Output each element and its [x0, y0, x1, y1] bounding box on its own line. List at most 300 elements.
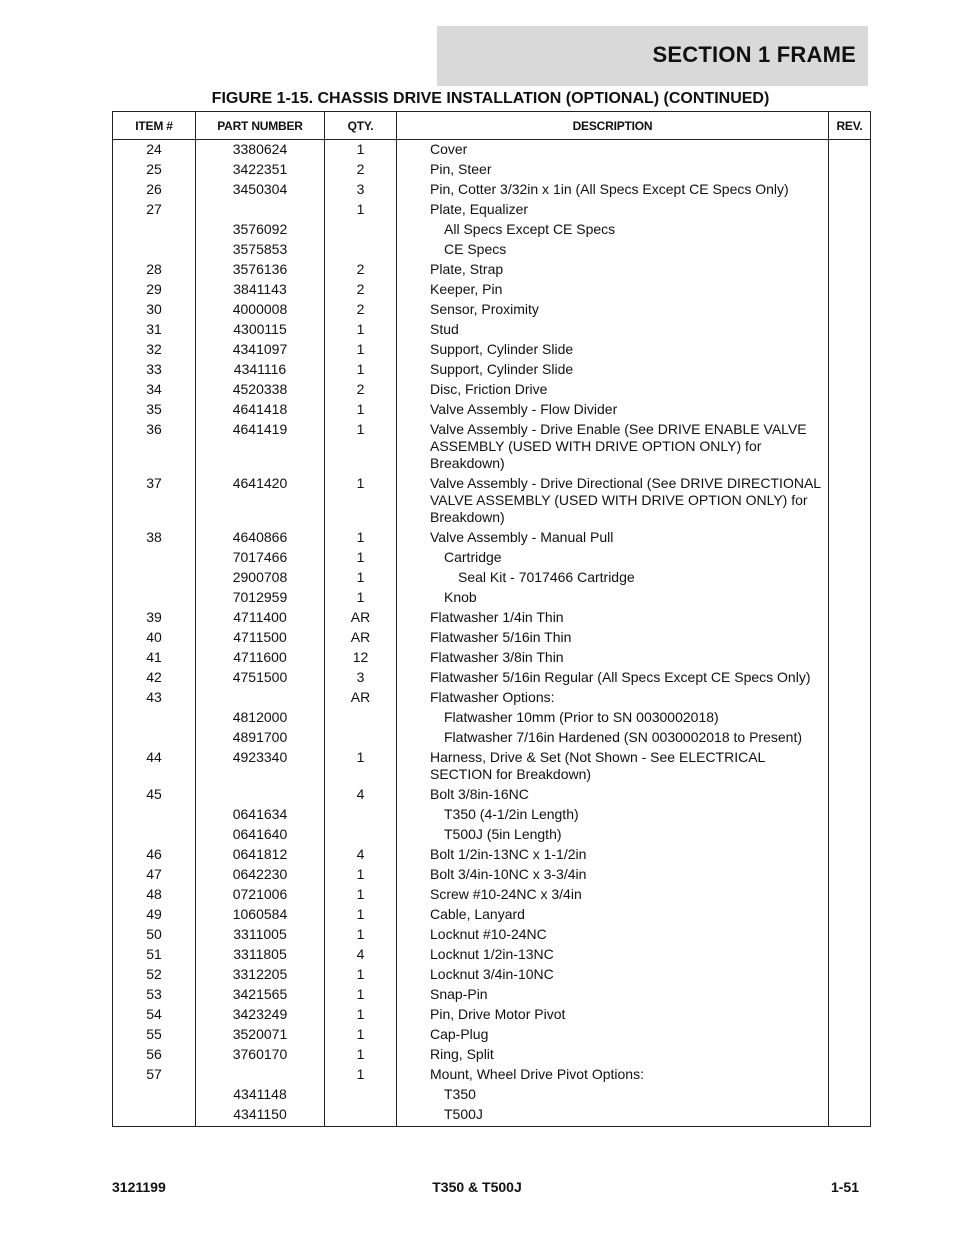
description-text: Flatwasher Options:	[430, 689, 555, 705]
table-row	[113, 1006, 871, 1023]
qty-cell: 1	[325, 475, 397, 526]
rev-cell	[829, 629, 871, 646]
part-number-cell: 0721006	[196, 886, 325, 903]
part-number-cell: 3760170	[196, 1046, 325, 1063]
item-cell: 48	[113, 886, 196, 903]
part-number-cell: 7017466	[196, 549, 325, 566]
part-number-cell: 4341116	[196, 361, 325, 378]
table-row	[113, 341, 871, 358]
part-number-cell: 3576136	[196, 261, 325, 278]
qty-cell	[325, 1106, 397, 1123]
description-cell	[397, 161, 829, 178]
qty-cell	[325, 826, 397, 843]
description-cell	[397, 1086, 829, 1103]
table-row	[113, 361, 871, 378]
table-row	[113, 549, 871, 566]
rev-cell	[829, 986, 871, 1003]
rev-cell	[829, 729, 871, 746]
rev-cell	[829, 806, 871, 823]
item-cell: 53	[113, 986, 196, 1003]
qty-cell: 1	[325, 866, 397, 883]
table-row	[113, 786, 871, 803]
rev-cell	[829, 569, 871, 586]
part-number-cell: 4341150	[196, 1106, 325, 1123]
item-cell: 36	[113, 421, 196, 472]
rev-cell	[829, 886, 871, 903]
description-text: Bolt 3/8in-16NC	[430, 786, 529, 802]
description-text: Screw #10-24NC x 3/4in	[430, 886, 582, 902]
item-cell: 45	[113, 786, 196, 803]
part-number-cell	[196, 689, 325, 706]
table-row	[113, 140, 871, 159]
header-item: ITEM #	[113, 112, 196, 140]
description-text: Support, Cylinder Slide	[430, 361, 574, 377]
item-cell	[113, 549, 196, 566]
table-row	[113, 629, 871, 646]
part-number-cell: 4341148	[196, 1086, 325, 1103]
item-cell: 27	[113, 201, 196, 218]
description-cell	[397, 926, 829, 943]
description-text: Valve Assembly - Drive Enable (See DRIVE ENABLE VALVE ASSEMBLY (USED WITH DRIVE OPTION ONLY) for Breakdown)	[430, 421, 807, 471]
description-cell	[397, 181, 829, 198]
table-row	[113, 475, 871, 526]
item-cell: 38	[113, 529, 196, 546]
rev-cell	[829, 321, 871, 338]
table-row	[113, 529, 871, 546]
table-row	[113, 649, 871, 666]
rev-cell	[829, 221, 871, 238]
description-text: Pin, Steer	[430, 161, 492, 177]
header-rev: REV.	[829, 112, 871, 140]
qty-cell: 2	[325, 281, 397, 298]
description-cell	[397, 261, 829, 278]
part-number-cell: 3450304	[196, 181, 325, 198]
description-cell	[397, 589, 829, 606]
description-text: Pin, Cotter 3/32in x 1in (All Specs Except CE Specs Only)	[430, 181, 789, 197]
qty-cell: 1	[325, 549, 397, 566]
description-cell	[397, 381, 829, 398]
description-text: Support, Cylinder Slide	[430, 341, 574, 357]
table-row	[113, 1106, 871, 1123]
description-cell	[397, 301, 829, 318]
rev-cell	[829, 361, 871, 378]
qty-cell	[325, 806, 397, 823]
qty-cell: 12	[325, 649, 397, 666]
spacer-cell	[196, 1123, 325, 1127]
description-text: All Specs Except CE Specs	[444, 221, 616, 237]
description-cell	[397, 281, 829, 298]
item-cell	[113, 1086, 196, 1103]
description-text: Cable, Lanyard	[430, 906, 525, 922]
description-cell	[397, 886, 829, 903]
spacer-cell	[325, 1123, 397, 1127]
description-text: Locknut #10-24NC	[430, 926, 547, 942]
description-text: Snap-Pin	[430, 986, 488, 1002]
rev-cell	[829, 946, 871, 963]
item-cell	[113, 729, 196, 746]
qty-cell: AR	[325, 629, 397, 646]
item-cell: 55	[113, 1026, 196, 1043]
figure-title: FIGURE 1-15. CHASSIS DRIVE INSTALLATION (OPTIONAL) (CONTINUED)	[211, 90, 770, 107]
part-number-cell: 3575853	[196, 241, 325, 258]
qty-cell: 1	[325, 140, 397, 159]
rev-cell	[829, 749, 871, 783]
table-row	[113, 161, 871, 178]
item-cell: 44	[113, 749, 196, 783]
description-cell	[397, 609, 829, 626]
part-number-cell: 3311805	[196, 946, 325, 963]
rev-cell	[829, 201, 871, 218]
qty-cell: 1	[325, 529, 397, 546]
description-cell	[397, 421, 829, 472]
qty-cell: AR	[325, 609, 397, 626]
part-number-cell: 4000008	[196, 301, 325, 318]
part-number-cell: 3520071	[196, 1026, 325, 1043]
rev-cell	[829, 341, 871, 358]
qty-cell: 1	[325, 361, 397, 378]
part-number-cell: 3380624	[196, 140, 325, 159]
description-cell	[397, 966, 829, 983]
description-text: Pin, Drive Motor Pivot	[430, 1006, 566, 1022]
part-number-cell	[196, 201, 325, 218]
item-cell: 47	[113, 866, 196, 883]
description-text: Ring, Split	[430, 1046, 494, 1062]
part-number-cell	[196, 786, 325, 803]
table-row	[113, 749, 871, 783]
description-text: Plate, Equalizer	[430, 201, 529, 217]
description-cell	[397, 401, 829, 418]
description-text: Locknut 1/2in-13NC	[430, 946, 554, 962]
qty-cell: 2	[325, 161, 397, 178]
spacer-cell	[397, 1123, 829, 1127]
rev-cell	[829, 609, 871, 626]
part-number-cell: 3421565	[196, 986, 325, 1003]
footer-doc-number: 3121199	[112, 1179, 166, 1195]
header-qty: QTY.	[325, 112, 397, 140]
qty-cell: 1	[325, 926, 397, 943]
item-cell	[113, 826, 196, 843]
item-cell: 37	[113, 475, 196, 526]
description-cell	[397, 221, 829, 238]
description-cell	[397, 341, 829, 358]
item-cell	[113, 806, 196, 823]
rev-cell	[829, 846, 871, 863]
description-text: Flatwasher 5/16in Thin	[430, 629, 572, 645]
description-text: T350 (4-1/2in Length)	[444, 806, 579, 822]
description-cell	[397, 201, 829, 218]
item-cell: 28	[113, 261, 196, 278]
item-cell	[113, 241, 196, 258]
rev-cell	[829, 261, 871, 278]
description-cell	[397, 826, 829, 843]
description-text: Bolt 3/4in-10NC x 3-3/4in	[430, 866, 587, 882]
table-row	[113, 886, 871, 903]
qty-cell: 1	[325, 341, 397, 358]
description-text: Flatwasher 10mm (Prior to SN 0030002018)	[444, 709, 719, 725]
table-row	[113, 826, 871, 843]
part-number-cell: 3576092	[196, 221, 325, 238]
qty-cell: 1	[325, 749, 397, 783]
rev-cell	[829, 786, 871, 803]
qty-cell: 1	[325, 906, 397, 923]
header-description: DESCRIPTION	[397, 112, 829, 140]
rev-cell	[829, 161, 871, 178]
qty-cell: 1	[325, 201, 397, 218]
qty-cell: 1	[325, 321, 397, 338]
rev-cell	[829, 866, 871, 883]
description-text: Cartridge	[444, 549, 502, 565]
rev-cell	[829, 689, 871, 706]
description-cell	[397, 1066, 829, 1083]
qty-cell: 1	[325, 1066, 397, 1083]
description-text: Keeper, Pin	[430, 281, 503, 297]
qty-cell: 1	[325, 986, 397, 1003]
part-number-cell: 4641420	[196, 475, 325, 526]
table-row	[113, 866, 871, 883]
description-cell	[397, 709, 829, 726]
rev-cell	[829, 140, 871, 159]
item-cell: 26	[113, 181, 196, 198]
item-cell: 43	[113, 689, 196, 706]
section-banner	[437, 26, 868, 86]
qty-cell	[325, 241, 397, 258]
part-number-cell: 2900708	[196, 569, 325, 586]
part-number-cell: 4812000	[196, 709, 325, 726]
qty-cell: 2	[325, 261, 397, 278]
description-text: Plate, Strap	[430, 261, 504, 277]
table-row	[113, 689, 871, 706]
qty-cell: 1	[325, 1006, 397, 1023]
item-cell: 40	[113, 629, 196, 646]
qty-cell: 1	[325, 966, 397, 983]
description-cell	[397, 749, 829, 783]
rev-cell	[829, 649, 871, 666]
description-text: Valve Assembly - Manual Pull	[430, 529, 614, 545]
table-row	[113, 709, 871, 726]
item-cell	[113, 589, 196, 606]
part-number-cell: 4641419	[196, 421, 325, 472]
qty-cell	[325, 1086, 397, 1103]
footer-page-number: 1-51	[830, 1179, 859, 1195]
qty-cell	[325, 729, 397, 746]
item-cell: 46	[113, 846, 196, 863]
row-spacer	[113, 1123, 871, 1127]
spacer-cell	[829, 1123, 871, 1127]
item-cell: 49	[113, 906, 196, 923]
table-row	[113, 906, 871, 923]
part-number-cell: 0641634	[196, 806, 325, 823]
description-cell	[397, 689, 829, 706]
qty-cell: 3	[325, 669, 397, 686]
table-row	[113, 569, 871, 586]
description-cell	[397, 806, 829, 823]
part-number-cell: 3423249	[196, 1006, 325, 1023]
section-title: SECTION 1 FRAME	[652, 42, 856, 67]
table-row	[113, 926, 871, 943]
description-cell	[397, 946, 829, 963]
qty-cell: 4	[325, 846, 397, 863]
part-number-cell: 3312205	[196, 966, 325, 983]
qty-cell	[325, 221, 397, 238]
table-row	[113, 401, 871, 418]
description-cell	[397, 241, 829, 258]
part-number-cell: 4751500	[196, 669, 325, 686]
rev-cell	[829, 1106, 871, 1123]
description-text: T350	[444, 1086, 476, 1102]
rev-cell	[829, 1026, 871, 1043]
description-text: Locknut 3/4in-10NC	[430, 966, 554, 982]
part-number-cell: 4711600	[196, 649, 325, 666]
item-cell: 39	[113, 609, 196, 626]
table-row	[113, 729, 871, 746]
description-cell	[397, 786, 829, 803]
description-text: T500J	[444, 1106, 483, 1122]
item-cell	[113, 709, 196, 726]
rev-cell	[829, 401, 871, 418]
table-row	[113, 1026, 871, 1043]
qty-cell: 1	[325, 569, 397, 586]
part-number-cell: 7012959	[196, 589, 325, 606]
qty-cell: 1	[325, 421, 397, 472]
item-cell: 52	[113, 966, 196, 983]
description-text: Flatwasher 1/4in Thin	[430, 609, 564, 625]
rev-cell	[829, 826, 871, 843]
qty-cell: 4	[325, 946, 397, 963]
part-number-cell: 4711500	[196, 629, 325, 646]
rev-cell	[829, 549, 871, 566]
description-cell	[397, 846, 829, 863]
rev-cell	[829, 529, 871, 546]
description-cell	[397, 475, 829, 526]
item-cell	[113, 1106, 196, 1123]
description-cell	[397, 1006, 829, 1023]
description-cell	[397, 140, 829, 159]
item-cell: 33	[113, 361, 196, 378]
item-cell: 51	[113, 946, 196, 963]
part-number-cell: 4711400	[196, 609, 325, 626]
table-row	[113, 181, 871, 198]
part-number-cell: 4520338	[196, 381, 325, 398]
qty-cell	[325, 709, 397, 726]
part-number-cell: 3311005	[196, 926, 325, 943]
rev-cell	[829, 1006, 871, 1023]
rev-cell	[829, 1066, 871, 1083]
rev-cell	[829, 301, 871, 318]
table-row	[113, 321, 871, 338]
description-text: Disc, Friction Drive	[430, 381, 548, 397]
part-number-cell: 1060584	[196, 906, 325, 923]
table-row	[113, 986, 871, 1003]
table-row	[113, 281, 871, 298]
table-header-row	[113, 112, 871, 140]
table-row	[113, 846, 871, 863]
item-cell: 31	[113, 321, 196, 338]
part-number-cell: 4923340	[196, 749, 325, 783]
qty-cell: 1	[325, 1046, 397, 1063]
description-text: Cover	[430, 141, 468, 157]
description-text: Cap-Plug	[430, 1026, 489, 1042]
part-number-cell: 4300115	[196, 321, 325, 338]
table-row	[113, 1086, 871, 1103]
table-row	[113, 241, 871, 258]
item-cell: 50	[113, 926, 196, 943]
table-row	[113, 806, 871, 823]
part-number-cell: 0641812	[196, 846, 325, 863]
part-number-cell: 4341097	[196, 341, 325, 358]
description-cell	[397, 1026, 829, 1043]
table-row	[113, 201, 871, 218]
item-cell: 24	[113, 140, 196, 159]
spacer-cell	[113, 1123, 196, 1127]
qty-cell: 2	[325, 301, 397, 318]
description-text: Bolt 1/2in-13NC x 1-1/2in	[430, 846, 587, 862]
description-text: T500J (5in Length)	[444, 826, 562, 842]
item-cell: 35	[113, 401, 196, 418]
description-text: Knob	[444, 589, 477, 605]
table-row	[113, 301, 871, 318]
part-number-cell	[196, 1066, 325, 1083]
description-cell	[397, 1106, 829, 1123]
qty-cell: AR	[325, 689, 397, 706]
description-cell	[397, 669, 829, 686]
description-cell	[397, 1046, 829, 1063]
header-part-number: PART NUMBER	[196, 112, 325, 140]
qty-cell: 3	[325, 181, 397, 198]
description-cell	[397, 649, 829, 666]
rev-cell	[829, 966, 871, 983]
part-number-cell: 0642230	[196, 866, 325, 883]
description-cell	[397, 729, 829, 746]
description-cell	[397, 986, 829, 1003]
rev-cell	[829, 475, 871, 526]
item-cell	[113, 221, 196, 238]
part-number-cell: 4640866	[196, 529, 325, 546]
part-number-cell: 4641418	[196, 401, 325, 418]
rev-cell	[829, 1046, 871, 1063]
description-text: Flatwasher 5/16in Regular (All Specs Except CE Specs Only)	[430, 669, 811, 685]
item-cell: 41	[113, 649, 196, 666]
table-row	[113, 609, 871, 626]
table-row	[113, 946, 871, 963]
item-cell: 29	[113, 281, 196, 298]
description-cell	[397, 906, 829, 923]
item-cell: 42	[113, 669, 196, 686]
table-row	[113, 261, 871, 278]
qty-cell: 1	[325, 886, 397, 903]
parts-table	[112, 111, 871, 1127]
description-text: Valve Assembly - Drive Directional (See DRIVE DIRECTIONAL VALVE ASSEMBLY (USED WITH DRIVE OPTION ONLY) for Breakdown)	[430, 475, 821, 525]
footer-model: T350 & T500J	[432, 1179, 522, 1195]
rev-cell	[829, 906, 871, 923]
description-cell	[397, 321, 829, 338]
description-cell	[397, 629, 829, 646]
description-cell	[397, 569, 829, 586]
item-cell: 30	[113, 301, 196, 318]
rev-cell	[829, 669, 871, 686]
qty-cell: 2	[325, 381, 397, 398]
rev-cell	[829, 241, 871, 258]
part-number-cell: 3841143	[196, 281, 325, 298]
description-cell	[397, 866, 829, 883]
table-row	[113, 421, 871, 472]
description-cell	[397, 529, 829, 546]
qty-cell: 1	[325, 401, 397, 418]
rev-cell	[829, 181, 871, 198]
description-text: Harness, Drive & Set (Not Shown - See ELECTRICAL SECTION for Breakdown)	[430, 749, 765, 782]
description-text: Mount, Wheel Drive Pivot Options:	[430, 1066, 644, 1082]
qty-cell: 1	[325, 589, 397, 606]
item-cell: 25	[113, 161, 196, 178]
